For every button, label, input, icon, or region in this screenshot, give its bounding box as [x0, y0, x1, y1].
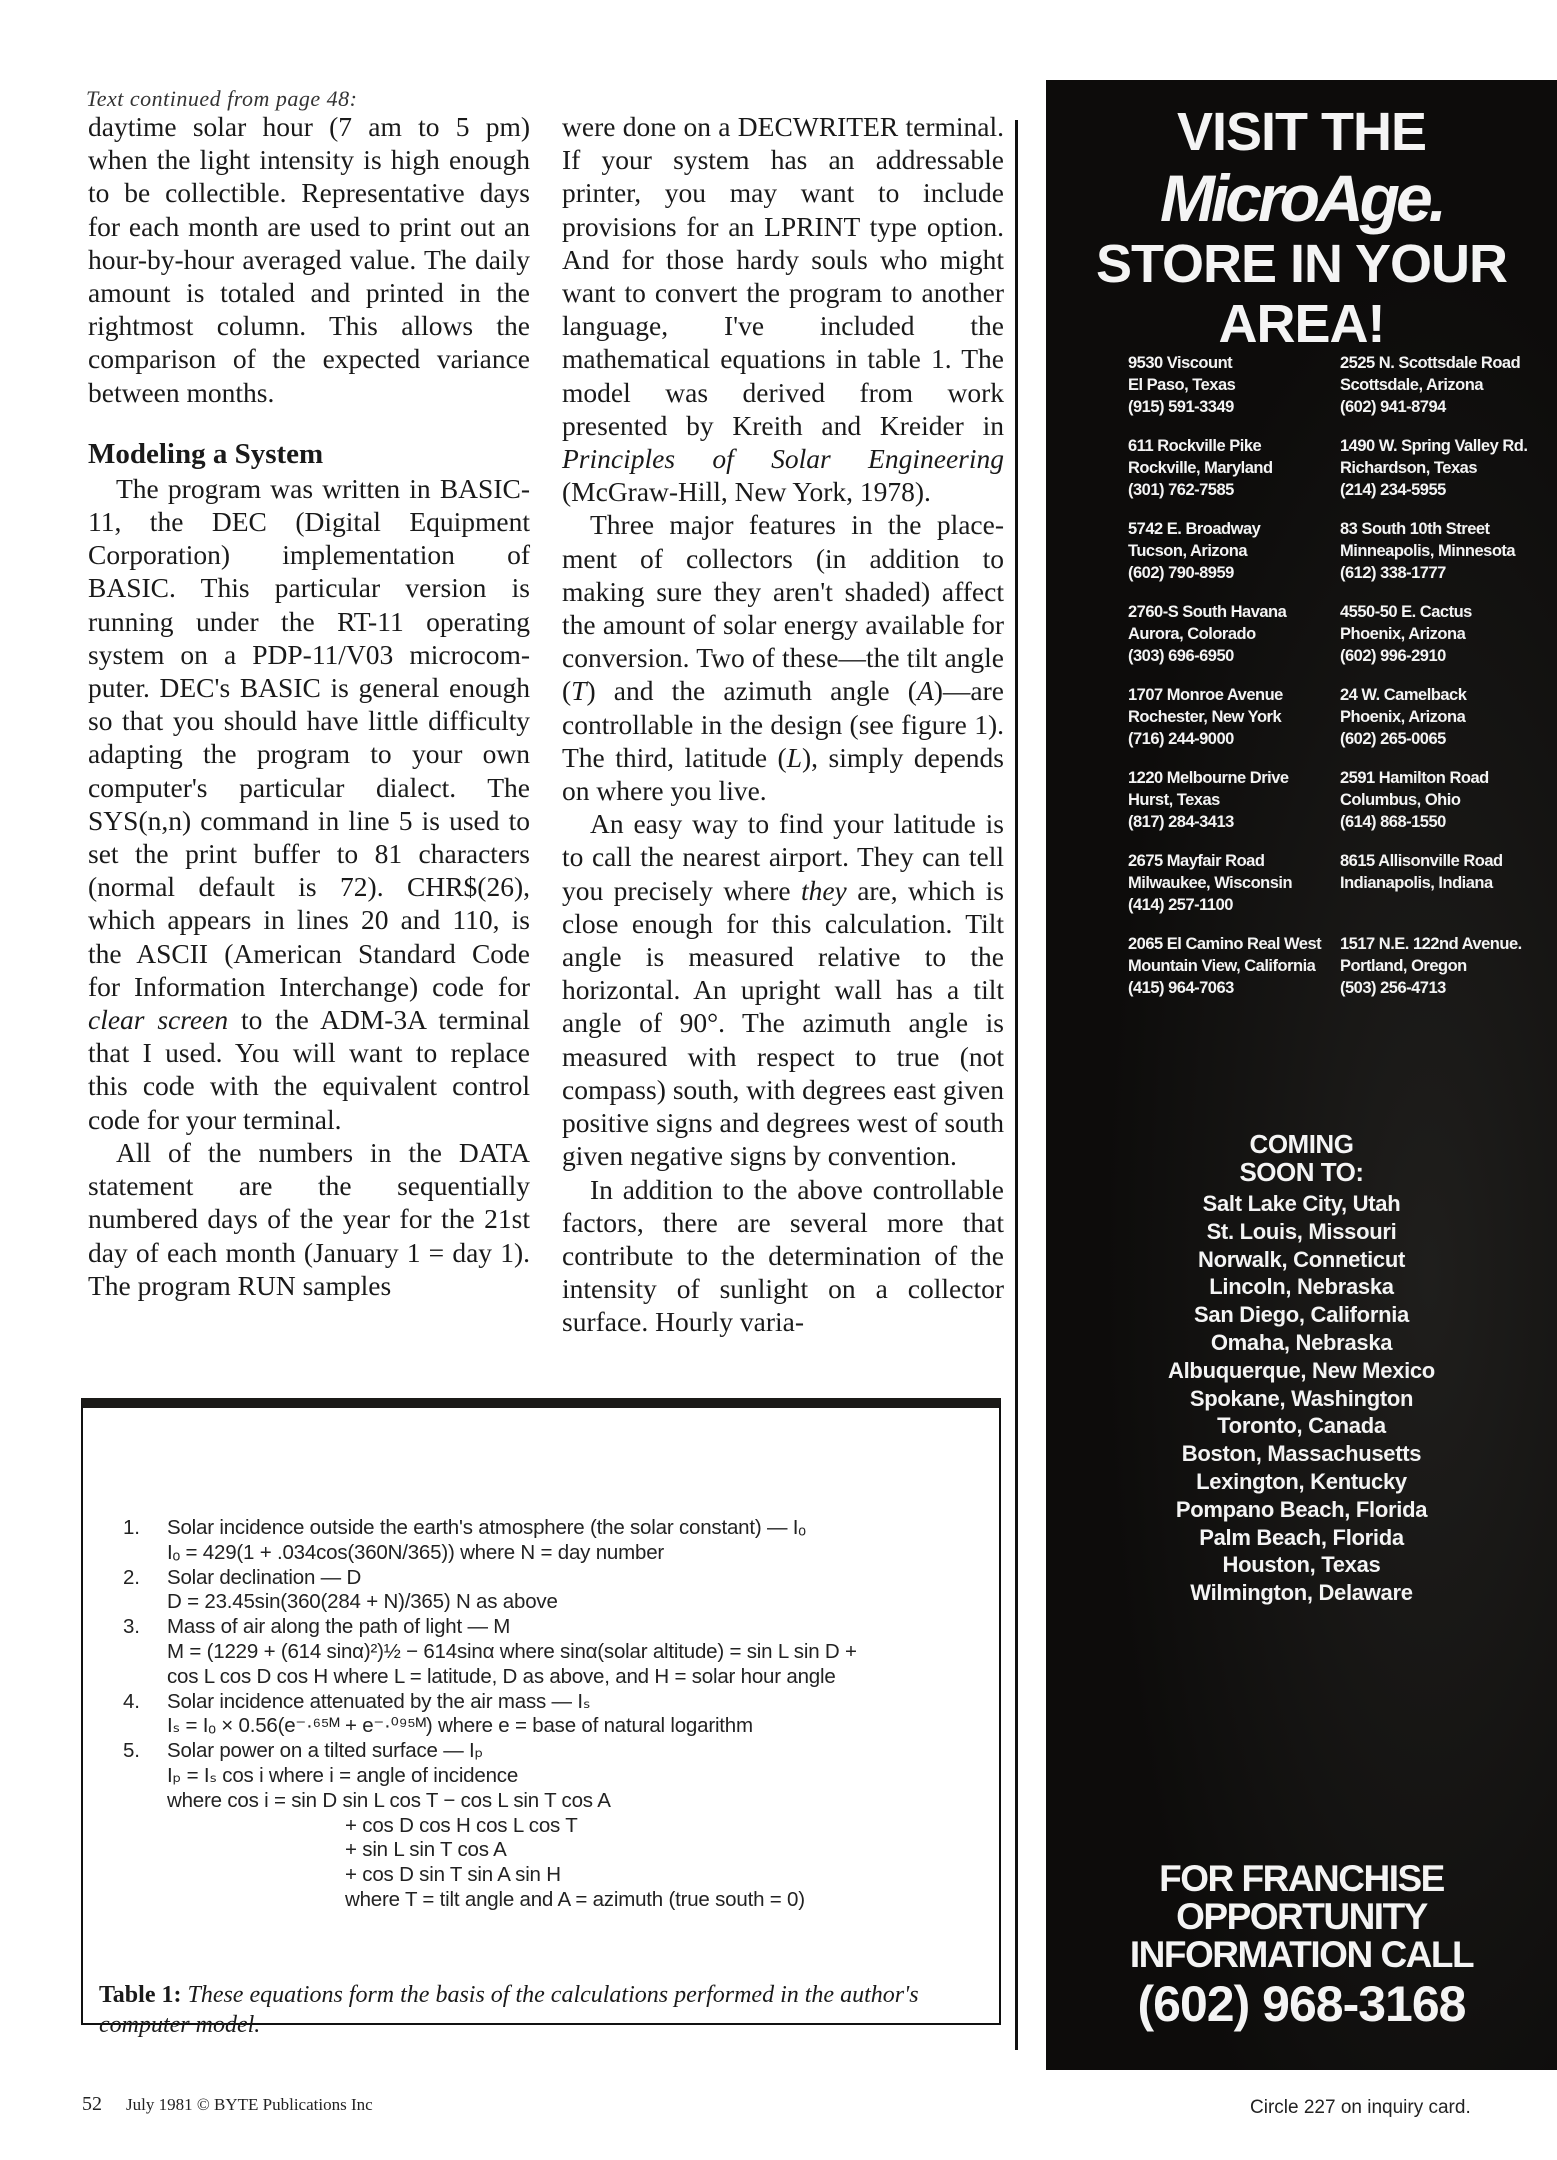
book-title: Principles of Solar Engineering [562, 443, 1004, 475]
paragraph: daytime solar hour (7 am to 5 pm) when the light intensity is high enough to be collectible. Representative days for each month are used to print out an hour-by-hour averaged value. The daily amount is totaled and printed in the rightmost column. This allows the comparison of the expected variance between months. [88, 111, 530, 408]
store-entry: 2760-S South Havana Aurora, Colorado (303) 696-6950 [1128, 603, 1287, 665]
city-item: Omaha, Nebraska [1210, 1329, 1393, 1355]
store-entry: 2525 N. Scottsdale Road Scottsdale, Arizona (602) 941-8794 [1340, 354, 1521, 416]
ad-headline: VISIT THE MicroAge. STORE IN YOUR AREA! [1046, 102, 1557, 354]
city-item: Lexington, Kentucky [1196, 1468, 1407, 1494]
city-item: Lincoln, Nebraska [1209, 1274, 1394, 1300]
store-list [1128, 352, 1557, 999]
store-entry: 4550-50 E. Cactus Phoenix, Arizona (602) 996-2910 [1340, 603, 1472, 665]
equation-formula: + sin L sin T cos A [345, 1838, 507, 1862]
equation-formula: M = (1229 + (614 sinα)²)½ − 614sinα where sinα(solar altitude) = sin L sin D + [167, 1639, 857, 1663]
franchise-phone: (602) 968-3168 [1137, 1976, 1466, 2032]
coming-soon-heading: COMING [1249, 1129, 1354, 1159]
equation-formula: Iₚ = Iₛ cos i where i = angle of incidence [167, 1763, 519, 1787]
store-entry: 2065 El Camino Real West Mountain View, California (415) 964-7063 [1128, 935, 1322, 997]
footer-text: July 1981 © BYTE Publications Inc [126, 2095, 373, 2114]
city-item: Wilmington, Delaware [1190, 1580, 1413, 1606]
store-entry: 24 W. Camelback Phoenix, Arizona (602) 265-0065 [1340, 686, 1467, 748]
caption-label: Table 1: [99, 1982, 182, 2008]
caption-text: These equations form the basis of the calculations performed in the author's computer model. [99, 1982, 919, 2038]
table-1-box [81, 1398, 1001, 2038]
equation-item: 5. Solar power on a tilted surface — Iₚ [123, 1739, 484, 1763]
paragraph: Three major features in the placement of collectors (in addition to making sure they aren't shaded) affect the amount of solar energy available for conversion. Two of these—the tilt angle (T) and the azimuth angle (A)—are controllable in the design (see figure 1). The third, latitude (L), simply depends on where you live. [562, 509, 1004, 807]
city-item: Albuquerque, New Mexico [1168, 1357, 1435, 1383]
equation-formula: where T = tilt angle and A = azimuth (true south = 0) [345, 1887, 805, 1911]
equation-item: 2. Solar declination — D [123, 1565, 362, 1589]
equations-list [123, 1516, 857, 1913]
store-entry: 9530 Viscount El Paso, Texas (915) 591-3349 [1128, 354, 1236, 416]
emphasis: clear screen [88, 1004, 229, 1036]
article-column-middle [562, 110, 1004, 1339]
inquiry-card-note: Circle 227 on inquiry card. [1250, 2097, 1471, 2118]
store-entry: 2675 Mayfair Road Milwaukee, Wisconsin (414) 257-1100 [1128, 852, 1293, 914]
city-item: St. Louis, Missouri [1206, 1218, 1397, 1244]
table-caption [99, 1980, 989, 2040]
continuation-note: Text continued from page 48: [86, 86, 358, 111]
store-entry: 1707 Monroe Avenue Rochester, New York (716) 244-9000 [1128, 686, 1283, 748]
paragraph: were done on a DECWRITER terminal. If your system has an addressable printer, you may want to include provisions for an LPRINT type option. And for those hardy souls who might want to convert the program to another language, I've included the mathematical equations in table 1. The model was derived from work presented by Kreith and Kreider in Principles of Solar Engineering (McGraw-Hill, New York, 1978). [562, 111, 1004, 508]
column-divider [1015, 120, 1018, 2050]
microage-logo: MicroAge. [1159, 161, 1444, 235]
store-entry: 5742 E. Broadway Tucson, Arizona (602) 790-8959 [1128, 520, 1261, 582]
city-item: Salt Lake City, Utah [1202, 1191, 1401, 1216]
paragraph: In addition to the above controllable factors, there are several more that contribute to the determination of the intensity of sunlight on a collector surface. Hourly varia- [562, 1173, 1004, 1338]
paragraph: All of the numbers in the DATA statement are the sequentially numbered days of the year for the 21st day of each month (January 1 = day 1). The program RUN samples [88, 1136, 530, 1301]
coming-soon-heading: SOON TO: [1239, 1157, 1364, 1187]
franchise-callout: FOR FRANCHISE OPPORTUNITY INFORMATION CALL (602) 968-3168 [1046, 1860, 1557, 2034]
page-footer [82, 2093, 373, 2116]
city-item: Spokane, Washington [1189, 1385, 1414, 1411]
equation-item: 1. Solar incidence outside the earth's atmosphere (the solar constant) — Iₒ [123, 1516, 806, 1539]
city-item: San Diego, California [1194, 1302, 1409, 1328]
city-item: Palm Beach, Florida [1199, 1524, 1404, 1550]
equation-formula: Iₒ = 429(1 + .034cos(360N/365)) where N = day number [167, 1540, 665, 1564]
city-item: Pompano Beach, Florida [1175, 1496, 1428, 1522]
city-item: Houston, Texas [1222, 1552, 1381, 1578]
paragraph: The program was written in BASIC-11, the DEC (Digital Equipment Corporation) implementation of BASIC. This particular version is running under the RT-11 operating system on a PDP-11/V03 microcomputer. DEC's BASIC is general enough so that you should have little difficulty adapting the program to your own computer's particular dialect. The SYS(n,n) command in line 5 is used to set the print buffer to 81 characters (normal default is 72). CHR$(26), which appears in lines 20 and 110, is the ASCII (American Standard Code for Information Interchange) code for clear screen to the ADM-3A terminal that I used. You will want to replace this code with the equivalent control code for your terminal. [88, 472, 530, 1135]
city-item: Boston, Massachusetts [1181, 1441, 1422, 1467]
equation-item: 4. Solar incidence attenuated by the air mass — Iₛ [123, 1689, 591, 1713]
store-entry: 83 South 10th Street Minneapolis, Minnesota (612) 338-1777 [1340, 520, 1516, 582]
city-item: Toronto, Canada [1217, 1413, 1386, 1439]
store-entry: 8615 Allisonville Road Indianapolis, Indiana [1340, 852, 1503, 892]
store-entry: 611 Rockville Pike Rockville, Maryland (301) 762-7585 [1128, 437, 1273, 499]
store-entry: 1220 Melbourne Drive Hurst, Texas (817) 284-3413 [1128, 769, 1289, 831]
coming-soon-cities [1046, 1190, 1557, 1607]
store-entry: 2591 Hamilton Road Columbus, Ohio (614) 868-1550 [1340, 769, 1489, 831]
equation-item: 3. Mass of air along the path of light — M [123, 1615, 511, 1639]
microage-advertisement [1046, 80, 1557, 2070]
equation-formula: Iₛ = Iₒ × 0.56(e⁻·⁶⁵ᴹ + e⁻·⁰⁹⁵ᴹ) where e = base of natural logarithm [167, 1714, 753, 1738]
city-item: Norwalk, Conneticut [1198, 1246, 1405, 1272]
equation-formula: + cos D cos H cos L cos T [345, 1813, 578, 1837]
store-entry: 1517 N.E. 122nd Avenue. Portland, Oregon (503) 256-4713 [1340, 935, 1522, 997]
page-number: 52 [82, 2093, 102, 2115]
equation-formula: D = 23.45sin(360(284 + N)/365) N as above [167, 1590, 558, 1614]
equation-formula: where cos i = sin D sin L cos T − cos L sin T cos A [167, 1788, 611, 1812]
equation-formula: cos L cos D cos H where L = latitude, D as above, and H = solar hour angle [167, 1664, 836, 1688]
article-column-left [88, 110, 530, 1302]
paragraph: An easy way to find your latitude is to call the nearest airport. They can tell you precisely where they are, which is close enough for this calculation. Tilt angle is measured relative to the horizontal. An upright wall has a tilt angle of 90°. The azimuth angle is measured with respect to true (not compass) south, with degrees east given positive signs and degrees west of south given negative signs by convention. [562, 808, 1005, 1172]
equation-formula: + cos D sin T sin A sin H [345, 1863, 561, 1887]
section-heading: Modeling a System [88, 437, 324, 470]
store-entry: 1490 W. Spring Valley Rd. Richardson, Texas (214) 234-5955 [1340, 437, 1528, 499]
coming-soon-section [1046, 1130, 1557, 1607]
